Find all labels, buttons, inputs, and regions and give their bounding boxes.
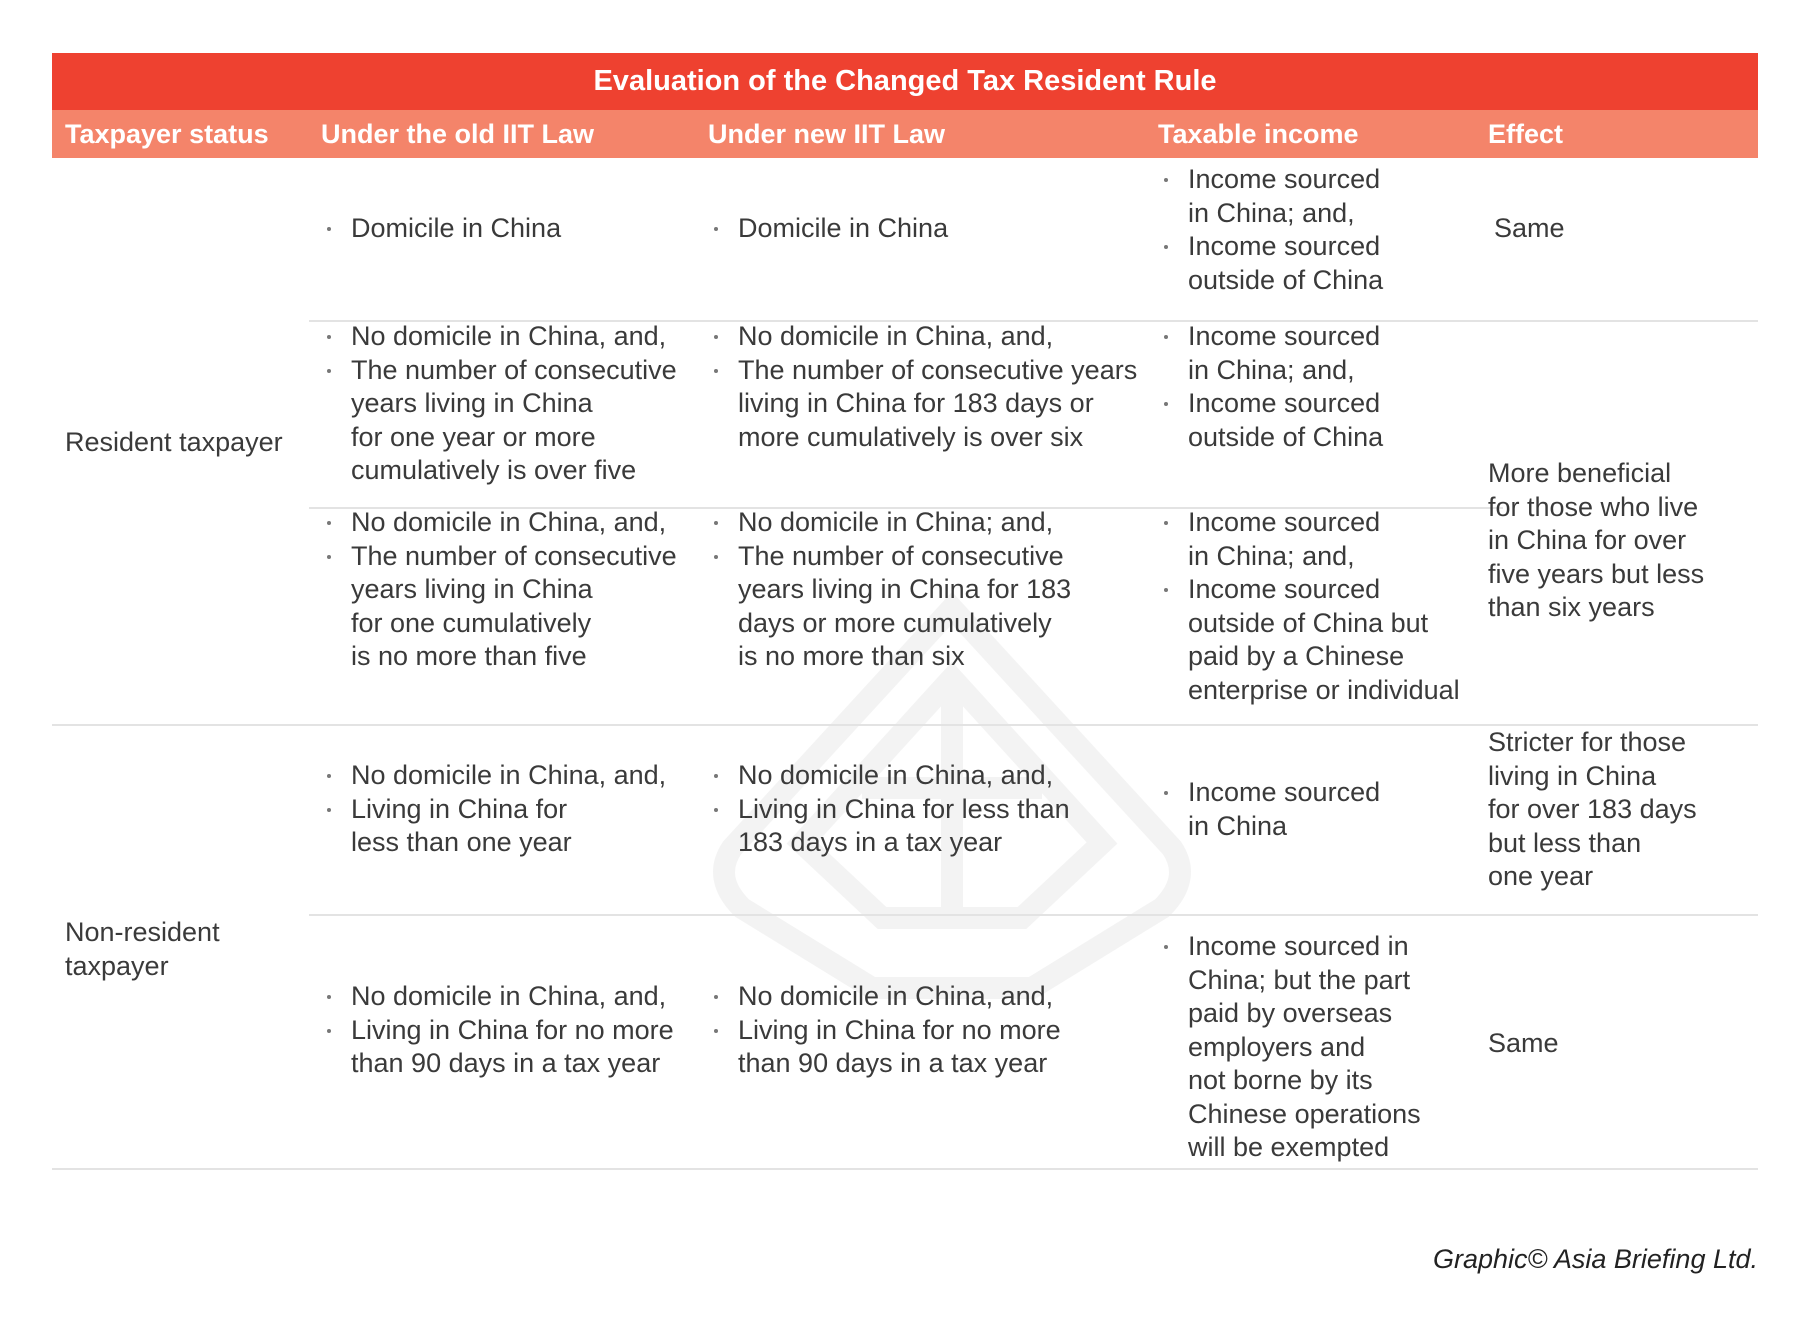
row5-new-law: No domicile in China, and, Living in China for no more than 90 days in a tax year [709, 980, 1061, 1081]
header-effect: Effect [1488, 119, 1564, 149]
header-taxpayer-status: Taxpayer status [65, 119, 269, 149]
row4-old-law: No domicile in China, and, Living in China for less than one year [322, 759, 666, 860]
row5-effect: Same [1488, 1028, 1559, 1058]
row2-taxable-income: Income sourced in China; and, Income sourced outside of China [1159, 320, 1383, 454]
header-taxable-income: Taxable income [1158, 119, 1359, 149]
row3-old-law: No domicile in China, and, The number of consecutive years living in China for one cumulatively is no more than five [322, 506, 677, 674]
header-row [52, 110, 1758, 158]
rows2-3-effect: More beneficial for those who live in China for over five years but less than six years [1488, 458, 1705, 622]
row4-new-law: No domicile in China, and, Living in China for less than 183 days in a tax year [709, 759, 1070, 860]
row1-new-law: Domicile in China [709, 212, 948, 246]
row5-taxable-income: Income sourced in China; but the part paid by overseas employers and not borne by its Chinese operations will be exempted [1159, 930, 1421, 1165]
group-label-nonresident: Non-resident taxpayer [65, 917, 220, 981]
tax-resident-table [52, 53, 1758, 1170]
row4-taxable-income: Income sourced in China [1159, 776, 1380, 843]
table-title: Evaluation of the Changed Tax Resident Rule [52, 53, 1758, 110]
row5-old-law: No domicile in China, and, Living in China for no more than 90 days in a tax year [322, 980, 674, 1081]
row-divider [309, 914, 1758, 916]
row2-old-law: No domicile in China, and, The number of consecutive years living in China for one year or more cumulatively is over five [322, 320, 677, 488]
row3-taxable-income: Income sourced in China; and, Income sourced outside of China but paid by a Chinese enterprise or individual [1159, 506, 1460, 707]
row4-effect: Stricter for those living in China for over 183 days but less than one year [1488, 727, 1697, 891]
header-old-law: Under the old IIT Law [321, 119, 595, 149]
graphic-credit: Graphic© Asia Briefing Ltd. [1432, 1244, 1758, 1274]
row3-new-law: No domicile in China; and, The number of consecutive years living in China for 183 days or more cumulatively is no more than six [709, 506, 1071, 674]
row2-new-law: No domicile in China, and, The number of consecutive years living in China for 183 days or more cumulatively is over six [709, 320, 1137, 454]
table-body [52, 158, 1758, 1170]
row1-old-law: Domicile in China [322, 212, 561, 246]
table-bottom-rule [52, 1168, 1758, 1170]
row1-taxable-income: Income sourced in China; and, Income sourced outside of China [1159, 163, 1383, 297]
group-label-resident: Resident taxpayer [65, 427, 283, 457]
row1-effect: Same [1494, 213, 1565, 243]
header-new-law: Under new IIT Law [708, 119, 946, 149]
